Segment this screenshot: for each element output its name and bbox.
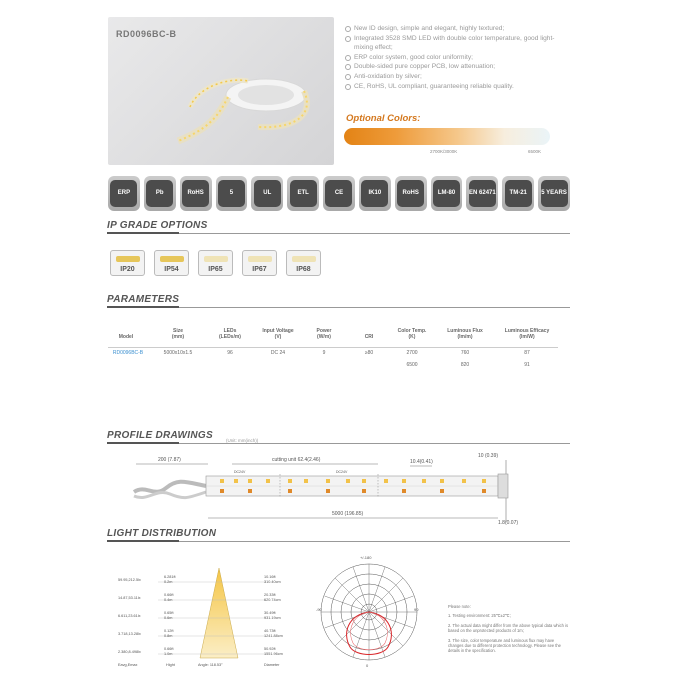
ip-grade-list bbox=[110, 250, 321, 276]
height-label: 6.281ft 0.2m bbox=[164, 575, 176, 584]
en62471-cert-icon: EN 62471 bbox=[466, 176, 498, 211]
gradient-right-label: 6500K bbox=[528, 149, 542, 154]
dim-led-pitch: 10.4(0.41) bbox=[410, 459, 433, 465]
section-title: PARAMETERS bbox=[107, 294, 180, 305]
polar-grid-svg bbox=[314, 553, 424, 671]
dim-height: 1.8(0.07) bbox=[498, 520, 519, 526]
note-item: 3. The size, color temperature and luminous flux may have changes due to different protection technology. Please see the details in the specification. bbox=[448, 637, 561, 654]
ip67-icon: IP67 bbox=[242, 250, 277, 276]
header-efficacy: Luminous Efficacy (lm/W) bbox=[504, 328, 550, 340]
table-row bbox=[108, 350, 558, 374]
erp-cert-icon: ERP bbox=[108, 176, 140, 211]
header-power: Power (W/m) bbox=[316, 328, 332, 340]
parameters-table bbox=[108, 328, 558, 374]
table-divider bbox=[108, 347, 558, 348]
product-image bbox=[108, 17, 334, 165]
illuminance-label: 3.718,13.28lx bbox=[118, 632, 141, 636]
cell-cri: ≥80 bbox=[364, 350, 374, 356]
polar-right-label: 90 bbox=[414, 607, 419, 612]
beam-cone-svg bbox=[118, 566, 288, 672]
header-flux: Luminous Flux (lm/m) bbox=[447, 328, 483, 340]
strip-profile-svg bbox=[126, 448, 532, 528]
header-size: Size (mm) bbox=[171, 328, 185, 340]
feature-item: Anti-oxidation by silver; bbox=[344, 72, 564, 82]
ce-cert-icon: CE bbox=[323, 176, 355, 211]
optional-colors-title: Optional Colors: bbox=[346, 113, 421, 124]
unit-note: (Unit: mm(inch)) bbox=[226, 438, 259, 443]
polar-distribution-chart bbox=[314, 553, 424, 671]
section-divider bbox=[107, 541, 570, 542]
profile-drawing bbox=[126, 448, 532, 528]
cell-leds: 96 bbox=[227, 350, 233, 356]
cell-size: 5000x10x1.5 bbox=[163, 350, 193, 356]
note-item: 2. The actual data might differ from the above typical data which is based on the unprotected products of 1m; bbox=[448, 622, 568, 634]
cell-color-temp: 2700 6500 bbox=[406, 350, 418, 368]
polar-top-label: +/-180 bbox=[360, 555, 372, 560]
lead-free-cert-icon: Pb bbox=[144, 176, 176, 211]
header-cri: CRI bbox=[364, 334, 374, 340]
cut-mark-label: DC24V bbox=[234, 470, 246, 474]
cell-voltage: DC 24 bbox=[270, 350, 286, 356]
diameter-label: 40.73ft 1241.88cm bbox=[264, 629, 283, 638]
ip68-icon: IP68 bbox=[286, 250, 321, 276]
feature-item: Integrated 3528 SMD LED with double color temperature, good light-mixing effect; bbox=[344, 34, 564, 53]
profile-section-header bbox=[107, 430, 570, 444]
color-gradient-bar bbox=[344, 128, 550, 145]
diameter-label: 30.49ft 931.19cm bbox=[264, 611, 281, 620]
led-reel-illustration bbox=[108, 17, 334, 165]
height-label: 0.65ft 0.6m bbox=[164, 611, 174, 620]
cut-mark-label: DC24V bbox=[336, 470, 348, 474]
footer-diameter: Diameter bbox=[264, 663, 280, 667]
ip65-icon: IP65 bbox=[198, 250, 233, 276]
gradient-left-label: 2700K/3000K bbox=[430, 149, 458, 154]
dim-total-length: 5000 (196.85) bbox=[332, 511, 364, 517]
diameter-label: 10.16ft 310.40cm bbox=[264, 575, 281, 584]
footer-height: Hight bbox=[166, 663, 175, 667]
header-color-temp: Color Temp. (K) bbox=[397, 328, 427, 340]
illuminance-label: 6.611,23.61lx bbox=[118, 614, 141, 618]
ik10-cert-icon: IK10 bbox=[359, 176, 391, 211]
warranty-cert-icon: 5 bbox=[216, 176, 248, 211]
footer-eavg: Eavg,Emax bbox=[118, 663, 138, 667]
height-label: 0.66ft 1.0m bbox=[164, 647, 174, 656]
ip-section-header bbox=[107, 220, 570, 234]
polar-bottom-label: 0 bbox=[366, 663, 369, 668]
model-title: RD0096BC-B bbox=[116, 29, 177, 39]
certification-row bbox=[108, 176, 570, 214]
tm21-cert-icon: TM-21 bbox=[502, 176, 534, 211]
rohs-check-cert-icon: RoHS bbox=[395, 176, 427, 211]
dim-lead-length: 200 (7.87) bbox=[158, 457, 181, 463]
cell-power: 9 bbox=[322, 350, 326, 356]
section-title: PROFILE DRAWINGS bbox=[107, 430, 213, 441]
ip54-icon: IP54 bbox=[154, 250, 189, 276]
polar-left-label: -90 bbox=[316, 607, 322, 612]
section-title: LIGHT DISTRIBUTION bbox=[107, 528, 217, 539]
notes-heading: Please note: bbox=[448, 604, 471, 609]
ip20-icon: IP20 bbox=[110, 250, 145, 276]
section-divider bbox=[107, 443, 570, 444]
header-leds: LEDs (LEDs/m) bbox=[219, 328, 241, 340]
illuminance-label: 14.87,53.11lx bbox=[118, 596, 141, 600]
section-divider bbox=[107, 307, 570, 308]
note-item: 1. Testing environment: 25℃±2℃; bbox=[448, 613, 511, 619]
illuminance-label: 59.95,212.5lx bbox=[118, 578, 141, 582]
light-distribution-section-header bbox=[107, 528, 570, 542]
diameter-label: 50.92ft 1551.96cm bbox=[264, 647, 283, 656]
five-years-cert-icon: 5 YEARS bbox=[538, 176, 570, 211]
cell-flux: 760 820 bbox=[460, 350, 470, 368]
footer-angle: Angle: 118.53° bbox=[198, 663, 223, 667]
feature-item: CE, RoHS, UL compliant, guaranteeing reliable quality. bbox=[344, 82, 564, 92]
illuminance-label: 2.380,8.498lx bbox=[118, 650, 141, 654]
header-model: Model bbox=[118, 334, 134, 340]
ul-cert-icon: UL bbox=[251, 176, 283, 211]
section-divider bbox=[107, 233, 570, 234]
dim-cutting-unit: cutting unit 62.4(2.46) bbox=[272, 457, 321, 463]
feature-item: Double-sided pure copper PCB, low attenuation; bbox=[344, 62, 564, 72]
section-title: IP GRADE OPTIONS bbox=[107, 220, 208, 231]
cell-efficacy: 87 91 bbox=[524, 350, 530, 368]
rohs-cert-icon: RoHS bbox=[180, 176, 212, 211]
dim-width: 10 (0.39) bbox=[478, 453, 499, 459]
lm80-cert-icon: LM-80 bbox=[431, 176, 463, 211]
feature-item: New ID design, simple and elegant, highly textured; bbox=[344, 24, 564, 34]
height-label: 0.12ft 0.8m bbox=[164, 629, 174, 638]
feature-list bbox=[344, 24, 564, 91]
test-notes bbox=[448, 604, 568, 658]
illuminance-cone-diagram bbox=[118, 566, 288, 672]
header-voltage: Input Voltage (V) bbox=[262, 328, 294, 340]
feature-item: ERP color system, good color uniformity; bbox=[344, 53, 564, 63]
table-header-row bbox=[108, 328, 558, 346]
cell-model: RD0096BC-B bbox=[112, 350, 144, 356]
diameter-label: 20.33ft 620.74cm bbox=[264, 593, 281, 602]
height-label: 0.66ft 0.4m bbox=[164, 593, 174, 602]
etl-cert-icon: ETL bbox=[287, 176, 319, 211]
parameters-section-header bbox=[107, 294, 570, 308]
